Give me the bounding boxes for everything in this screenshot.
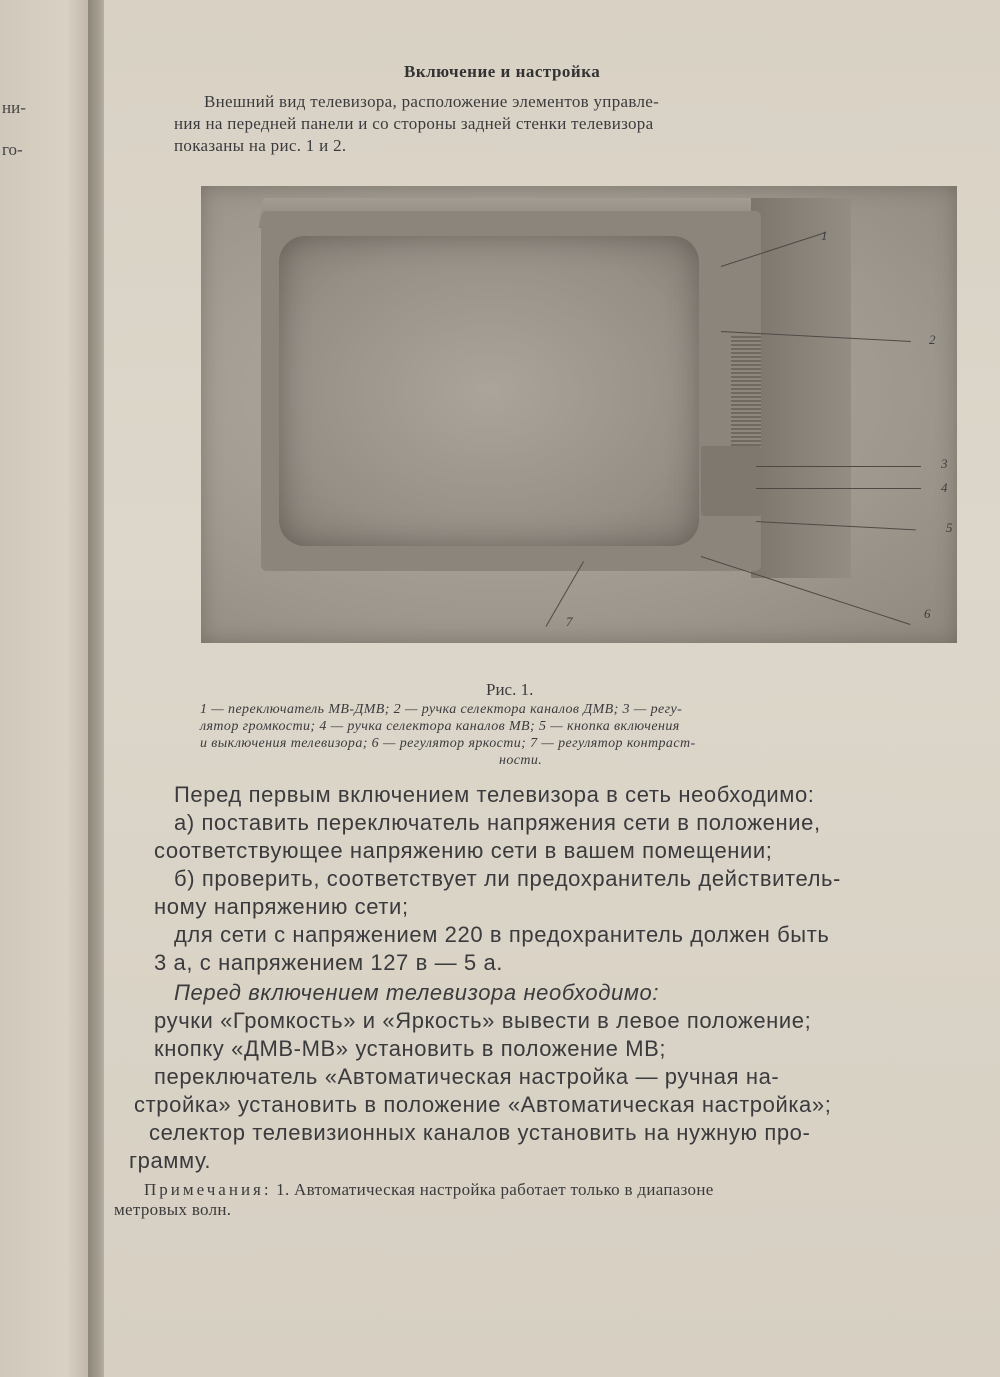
tv-screen [279, 236, 699, 546]
leader-line [756, 466, 921, 467]
body-line: стройка» установить в положение «Автоматическая настройка»; [134, 1092, 832, 1117]
body-line: кнопку «ДМВ-МВ» установить в положение МВ; [154, 1036, 667, 1061]
note-label: Примечания: [144, 1180, 272, 1199]
note-line [144, 1180, 714, 1200]
body-line: 3 а, с напряжением 127 в — 5 а. [154, 950, 504, 975]
body-line: соответствующее напряжению сети в вашем помещении; [154, 838, 773, 863]
figure-label: 4 [941, 480, 948, 495]
left-page-fragment: ни- [2, 98, 26, 117]
body-line: для сети с напряжением 220 в предохранитель должен быть [174, 922, 830, 947]
tv-control-panel [701, 446, 761, 516]
figure-label: 5 [946, 520, 953, 535]
figure-label: 2 [929, 332, 936, 347]
body-line: ручки «Громкость» и «Яркость» вывести в левое положение; [154, 1008, 812, 1033]
body-line: грамму. [129, 1148, 212, 1173]
body-line: а) поставить переключатель напряжения сети в положение, [174, 810, 821, 835]
figure-caption-line: 1 — переключатель МВ-ДМВ; 2 — ручка селектора каналов ДМВ; 3 — регу- [200, 702, 683, 717]
figure-label: 7 [566, 614, 573, 629]
figure-caption-line: ности. [499, 753, 543, 768]
body-line: переключатель «Автоматическая настройка — ручная на- [154, 1064, 780, 1089]
figure-label: 6 [924, 606, 931, 621]
figure-caption-line: лятор громкости; 4 — ручка селектора каналов МВ; 5 — кнопка включения [200, 719, 680, 734]
figure-label: 1 [821, 228, 828, 243]
body-line-italic: Перед включением телевизора необходимо: [174, 980, 660, 1005]
document-page [104, 0, 1000, 1377]
tv-photo [201, 186, 957, 643]
figure-caption-title: Рис. 1. [486, 680, 534, 699]
note-text: 1. Автоматическая настройка работает только в диапазоне [271, 1180, 714, 1199]
body-line: Перед первым включением телевизора в сеть необходимо: [174, 782, 815, 807]
intro-line: Внешний вид телевизора, расположение элементов управле- [204, 92, 660, 111]
leader-line [546, 561, 584, 626]
body-line: селектор телевизионных каналов установить на нужную про- [149, 1120, 811, 1145]
intro-line: показаны на рис. 1 и 2. [174, 136, 347, 155]
figure-label: 3 [941, 456, 948, 471]
note-line: метровых волн. [114, 1200, 232, 1219]
left-page-edge [0, 0, 95, 1377]
left-page-fragment: го- [2, 140, 23, 159]
intro-line: ния на передней панели и со стороны задней стенки телевизора [174, 114, 654, 133]
body-line: б) проверить, соответствует ли предохранитель действитель- [174, 866, 841, 891]
page-title: Включение и настройка [404, 62, 601, 81]
body-line: ному напряжению сети; [154, 894, 409, 919]
leader-line [756, 488, 921, 489]
figure-caption-line: и выключения телевизора; 6 — регулятор яркости; 7 — регулятор контраст- [200, 736, 696, 751]
